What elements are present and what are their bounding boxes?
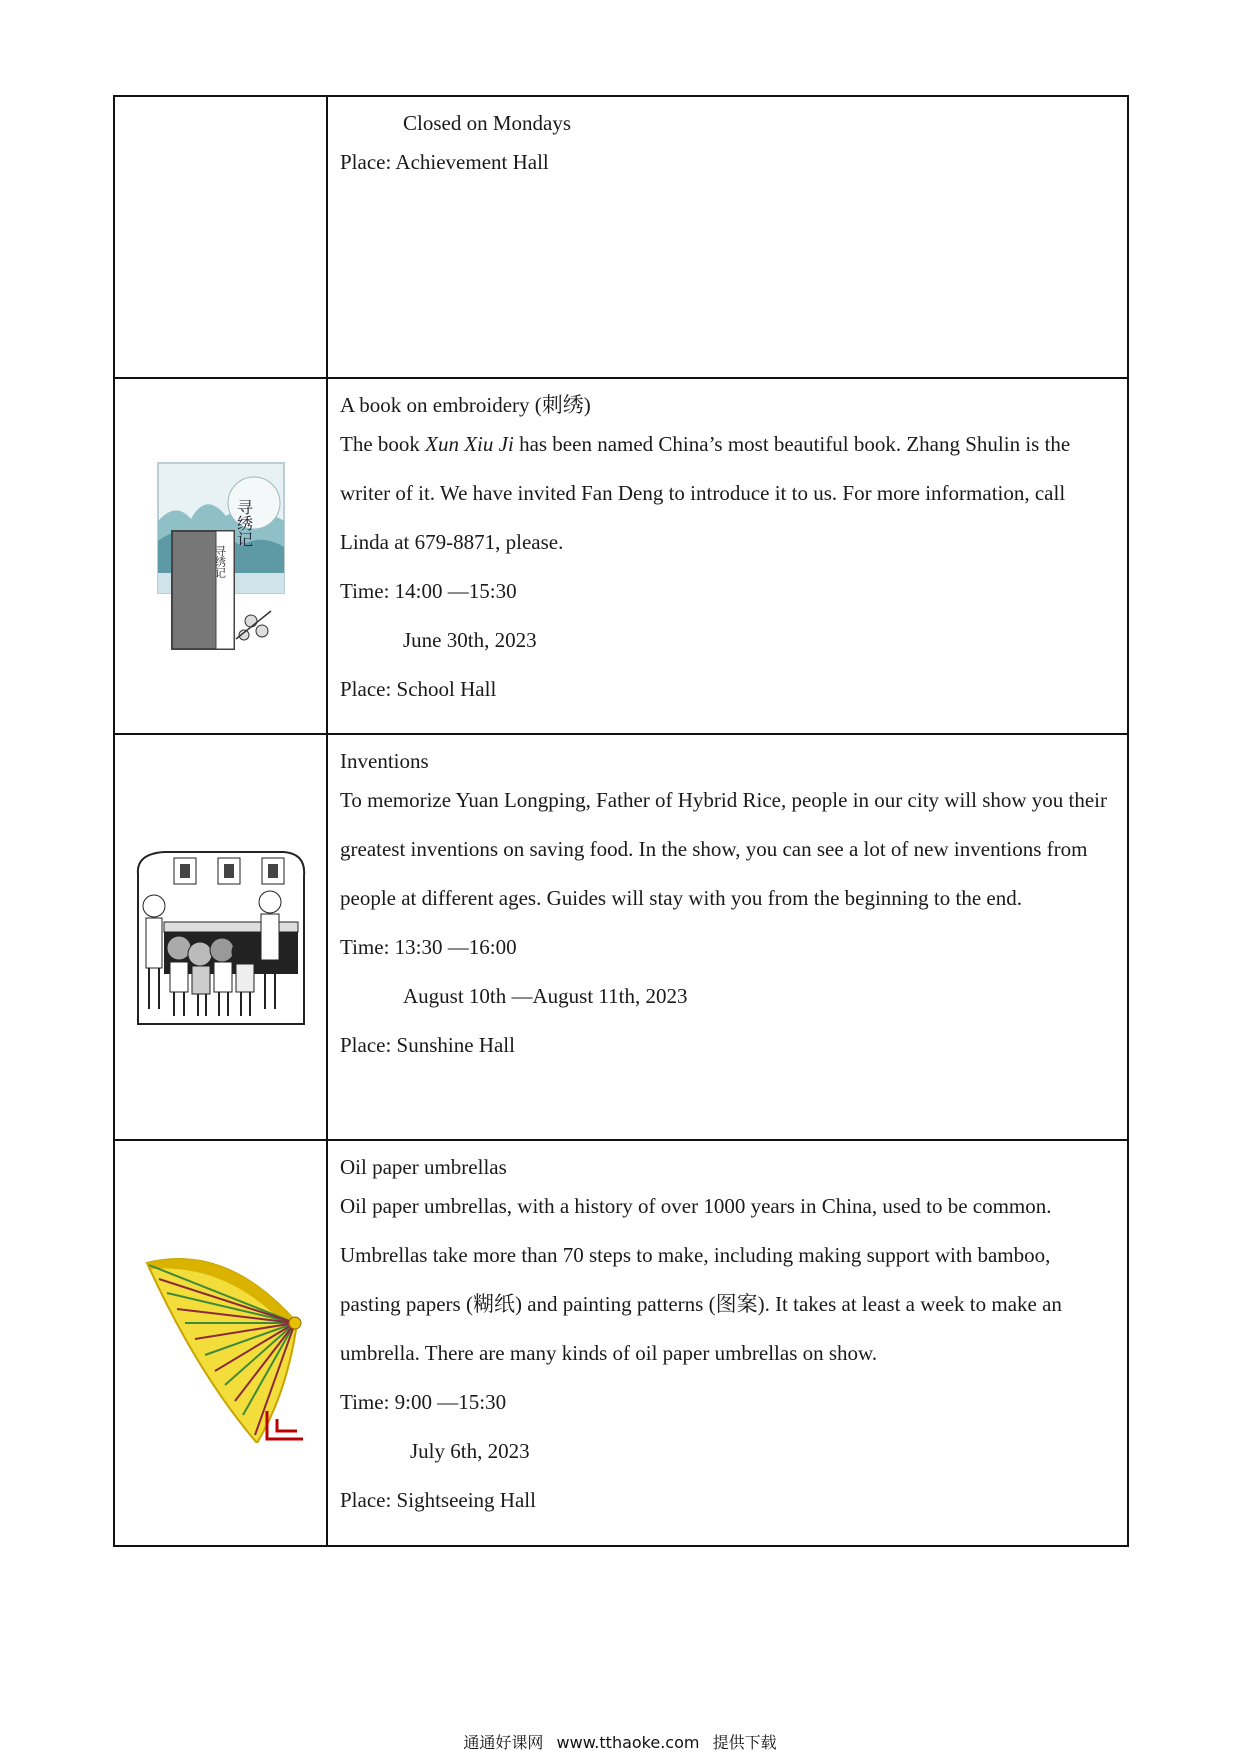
text-cell bbox=[327, 378, 1128, 734]
table-row bbox=[114, 734, 1128, 1140]
place-line: Place: Sunshine Hall bbox=[340, 1033, 515, 1057]
text-cell bbox=[327, 734, 1128, 1140]
time-line: Time: 13:30 —16:00 bbox=[340, 935, 517, 959]
footer-site-name: 通通好课网 bbox=[463, 1733, 544, 1752]
place-line: Place: School Hall bbox=[340, 677, 497, 701]
closed-note: Closed on Mondays bbox=[403, 111, 571, 135]
text-cell bbox=[327, 1140, 1128, 1546]
item-body: Oil paper umbrellas, with a history of over 1000 years in China, used to be common. Umbrellas take more than 70 steps to make, including making support with bamboo, pasting papers (糊纸) and painting patterns (图案). It takes at least a week to make an umbrella. There are many kinds of oil paper umbrellas on show. bbox=[340, 1194, 1062, 1365]
body-text: has been named China’s most beautiful book. Zhang Shulin is the writer of it. We have invited Fan Deng to introduce it to us. For more information, call Linda at 679-8871, please. bbox=[340, 432, 1071, 554]
cover-title-text: 寻绣记 bbox=[234, 499, 253, 547]
place-line: Place: Sightseeing Hall bbox=[340, 1488, 536, 1512]
page-footer bbox=[0, 1730, 1240, 1753]
place-line: Place: Achievement Hall bbox=[340, 150, 549, 174]
table-row bbox=[114, 96, 1128, 378]
text-cell bbox=[327, 96, 1128, 378]
item-title: Inventions bbox=[340, 749, 429, 773]
exhibition-crowd-icon bbox=[134, 844, 308, 1030]
item-title: Oil paper umbrellas bbox=[340, 1155, 507, 1179]
image-cell bbox=[114, 734, 327, 1140]
date-line: July 6th, 2023 bbox=[410, 1439, 530, 1463]
book-cover-icon bbox=[156, 461, 286, 651]
time-line: Time: 14:00 —15:30 bbox=[340, 579, 517, 603]
spine-text: 寻绣记 bbox=[213, 545, 226, 578]
oil-paper-umbrella-icon bbox=[137, 1243, 305, 1443]
item-body bbox=[340, 420, 1115, 567]
image-cell bbox=[114, 1140, 327, 1546]
body-text: The book bbox=[340, 432, 426, 456]
image-cell-empty bbox=[114, 96, 327, 378]
table-row bbox=[114, 378, 1128, 734]
book-title-italic: Xun Xiu Ji bbox=[425, 432, 514, 456]
table-row bbox=[114, 1140, 1128, 1546]
footer-url[interactable]: www.tthaoke.com bbox=[556, 1733, 700, 1752]
date-line: August 10th —August 11th, 2023 bbox=[403, 984, 688, 1008]
activity-table bbox=[113, 95, 1129, 1547]
image-cell bbox=[114, 378, 327, 734]
time-line: Time: 9:00 —15:30 bbox=[340, 1390, 507, 1414]
item-body: To memorize Yuan Longping, Father of Hybrid Rice, people in our city will show you their greatest inventions on saving food. In the show, you can see a lot of new inventions from people at different ages. Guides will stay with you from the beginning to the end. bbox=[340, 788, 1108, 910]
date-line: June 30th, 2023 bbox=[403, 628, 537, 652]
item-title: A book on embroidery (刺绣) bbox=[340, 393, 591, 417]
footer-suffix: 提供下载 bbox=[712, 1733, 777, 1752]
